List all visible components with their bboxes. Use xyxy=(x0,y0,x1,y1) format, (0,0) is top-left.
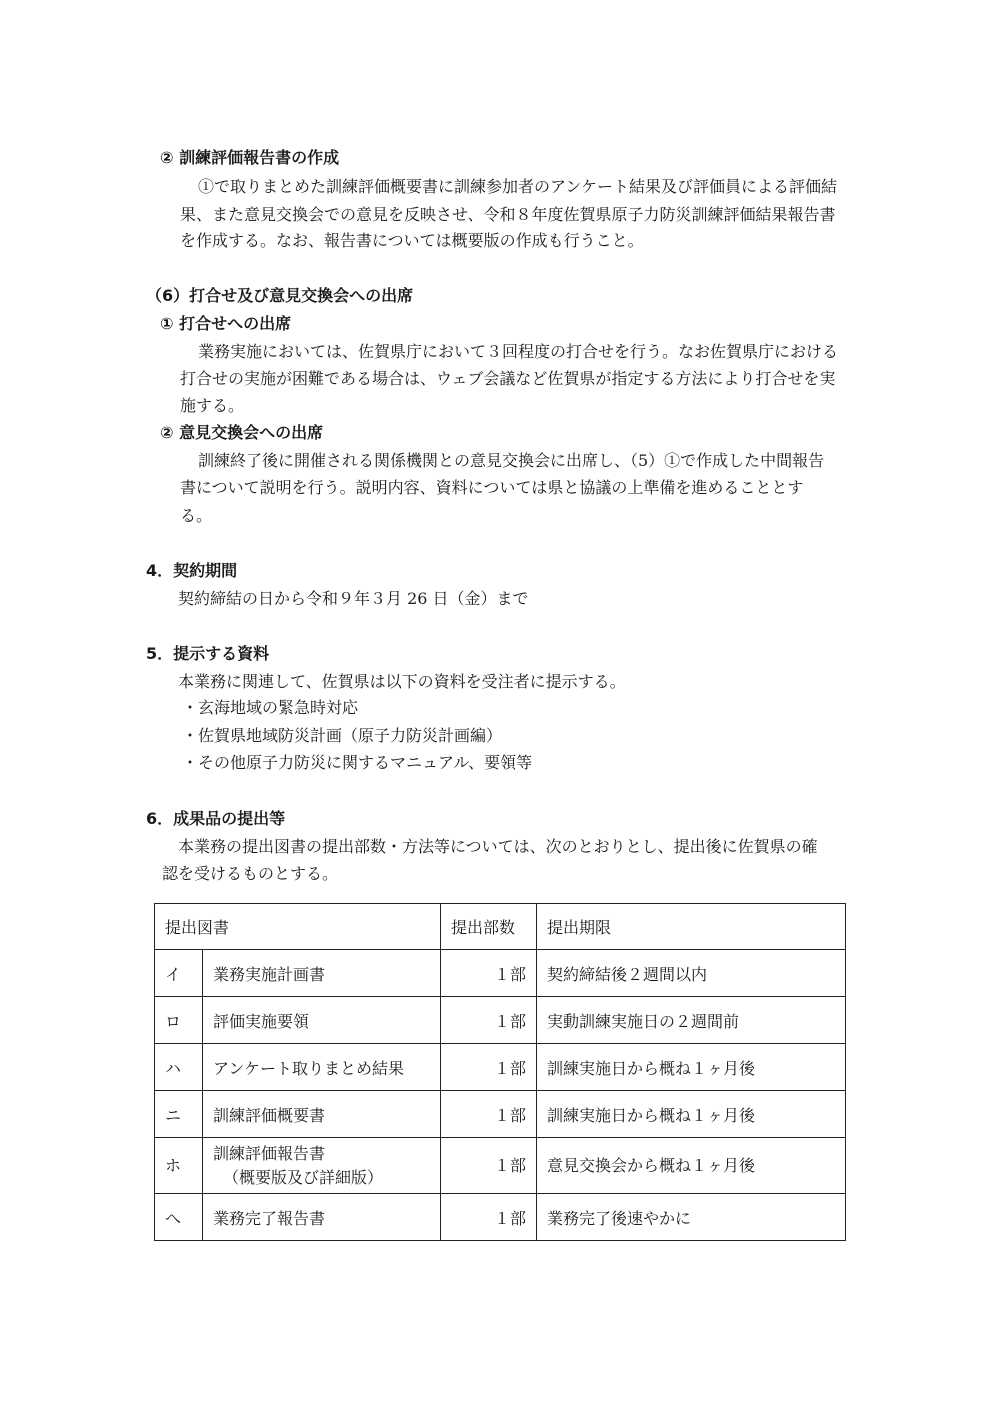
row-mark: ロ xyxy=(155,997,203,1044)
paragraph-line: 本業務の提出図書の提出部数・方法等については、次のとおりとし、提出後に佐賀県の確 xyxy=(178,837,818,856)
paragraph-line: 業務実施においては、佐賀県庁において３回程度の打合せを行う。なお佐賀県庁における xyxy=(198,342,839,361)
table-row xyxy=(155,950,846,997)
row-mark: へ xyxy=(155,1194,203,1241)
row-deadline: 業務完了後速やかに xyxy=(537,1194,846,1241)
table-row xyxy=(155,1044,846,1091)
paragraph-line: を作成する。なお、報告書については概要版の作成も行うこと。 xyxy=(180,231,644,250)
contract-period-text: 契約締結の日から令和９年３月 26 日（金）まで xyxy=(178,589,529,608)
row-deadline: 実動訓練実施日の２週間前 xyxy=(537,997,846,1044)
row-count: １部 xyxy=(441,1138,537,1194)
header-count: 提出部数 xyxy=(441,904,537,950)
table-row xyxy=(155,997,846,1044)
row-count: １部 xyxy=(441,1194,537,1241)
section-heading-meetings: （6）打合せ及び意見交換会への出席 xyxy=(146,286,414,305)
row-document: 評価実施要領 xyxy=(203,997,441,1044)
row-count: １部 xyxy=(441,950,537,997)
row-deadline: 訓練実施日から概ね１ヶ月後 xyxy=(537,1091,846,1138)
paragraph-line: ①で取りまとめた訓練評価概要書に訓練参加者のアンケート結果及び評価員による評価結 xyxy=(198,177,838,196)
row-deadline: 意見交換会から概ね１ヶ月後 xyxy=(537,1138,846,1194)
row-mark: ホ xyxy=(155,1138,203,1194)
row-document: 業務実施計画書 xyxy=(203,950,441,997)
section-heading-deliverables: 6．成果品の提出等 xyxy=(146,809,286,828)
paragraph-line: 打合せの実施が困難である場合は、ウェブ会議など佐賀県が指定する方法により打合せを実 xyxy=(180,369,836,388)
paragraph-line: 認を受けるものとする。 xyxy=(162,864,339,883)
row-document-title: 訓練評価報告書 xyxy=(213,1143,326,1163)
paragraph-line: 施する。 xyxy=(180,396,245,415)
subsection-heading-meeting-attendance: ① 打合せへの出席 xyxy=(160,314,292,333)
row-document: 訓練評価概要書 xyxy=(203,1091,441,1138)
header-deadline: 提出期限 xyxy=(537,904,846,950)
table-row xyxy=(155,1138,846,1194)
paragraph-line: る。 xyxy=(180,506,213,525)
materials-list-item: ・玄海地域の緊急時対応 xyxy=(182,698,359,717)
materials-list-item: ・佐賀県地域防災計画（原子力防災計画編） xyxy=(182,726,503,745)
subsection-heading-evaluation-report: ② 訓練評価報告書の作成 xyxy=(160,148,340,167)
paragraph-line: 訓練終了後に開催される関係機関との意見交換会に出席し、（5）①で作成した中間報告 xyxy=(198,451,825,470)
paragraph-line: 書について説明を行う。説明内容、資料については県と協議の上準備を進めることとす xyxy=(180,478,804,497)
table-row xyxy=(155,1091,846,1138)
table-header-row xyxy=(155,904,846,950)
header-document: 提出図書 xyxy=(155,904,441,950)
row-count: １部 xyxy=(441,997,537,1044)
row-count: １部 xyxy=(441,1091,537,1138)
paragraph-line: 果、また意見交換会での意見を反映させ、令和８年度佐賀県原子力防災訓練評価結果報告書 xyxy=(180,205,836,224)
row-mark: ハ xyxy=(155,1044,203,1091)
row-count: １部 xyxy=(441,1044,537,1091)
section-heading-contract-period: 4．契約期間 xyxy=(146,561,238,580)
table-row xyxy=(155,1194,846,1241)
row-document xyxy=(203,1138,441,1194)
materials-intro: 本業務に関連して、佐賀県は以下の資料を受注者に提示する。 xyxy=(178,672,626,691)
row-document: 業務完了報告書 xyxy=(203,1194,441,1241)
row-mark: ニ xyxy=(155,1091,203,1138)
row-deadline: 契約締結後２週間以内 xyxy=(537,950,846,997)
row-document: アンケート取りまとめ結果 xyxy=(203,1044,441,1091)
row-mark: イ xyxy=(155,950,203,997)
row-document-subtitle: （概要版及び詳細版） xyxy=(223,1167,384,1187)
section-heading-provided-materials: 5．提示する資料 xyxy=(146,644,270,663)
subsection-heading-exchange-meeting: ② 意見交換会への出席 xyxy=(160,423,324,442)
row-deadline: 訓練実施日から概ね１ヶ月後 xyxy=(537,1044,846,1091)
materials-list-item: ・その他原子力防災に関するマニュアル、要領等 xyxy=(182,753,533,772)
deliverables-table xyxy=(154,903,846,1241)
